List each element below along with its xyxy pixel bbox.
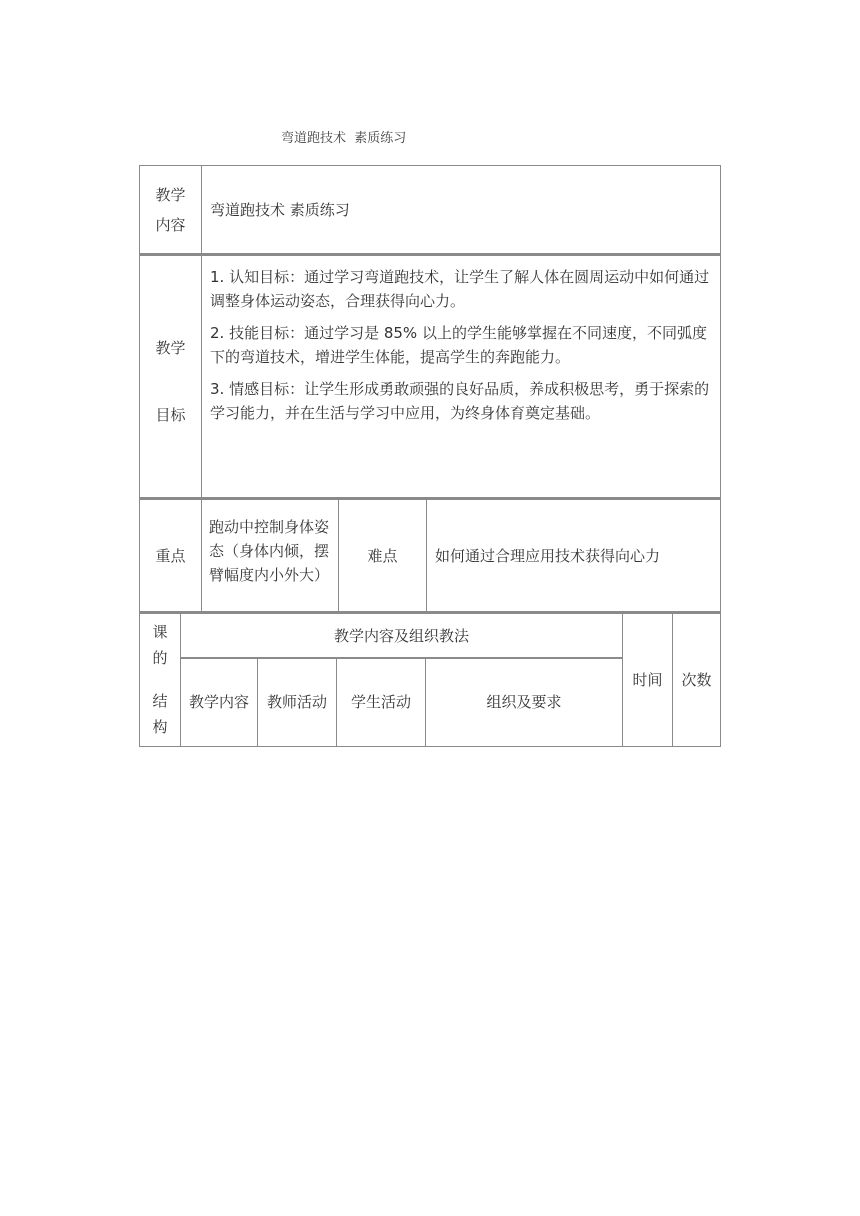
content-value-cell xyxy=(201,165,721,255)
col-count-cell xyxy=(672,612,721,747)
goals-value-cell xyxy=(201,254,721,499)
group-header-cell xyxy=(180,612,623,659)
structure-label-char-3: 结 xyxy=(152,692,168,711)
page-title: 弯道跑技术 素质练习 xyxy=(281,131,407,146)
difficulty-label: 难点 xyxy=(367,546,398,565)
goal-cognitive: 1. 认知目标：通过学习弯道跑技术，让学生了解人体在圆周运动中如何通过调整身体运动姿态，合理获得向心力。 xyxy=(210,268,710,310)
key-point-label-cell xyxy=(139,498,202,613)
goals-label-line-1: 教学 xyxy=(155,339,186,358)
group-header: 教学内容及组织教法 xyxy=(333,626,469,645)
col-count-header: 次数 xyxy=(681,670,712,689)
goal-affective: 3. 情感目标：让学生形成勇敢顽强的良好品质，养成积极思考，勇于探索的学习能力，并在生活与学习中应用，为终身体育奠定基础。 xyxy=(210,380,710,422)
structure-label-char-4: 构 xyxy=(152,718,168,737)
difficulty-value: 如何通过合理应用技术获得向心力 xyxy=(435,546,661,565)
col-time-header: 时间 xyxy=(632,670,663,689)
difficulty-label-cell xyxy=(338,498,427,613)
lesson-plan-table xyxy=(139,165,721,747)
structure-label-cell xyxy=(139,612,181,747)
content-value: 弯道跑技术 素质练习 xyxy=(210,201,350,219)
structure-label-char-1: 课 xyxy=(152,622,168,641)
col-time-cell xyxy=(622,612,673,747)
difficulty-value-cell xyxy=(426,498,721,613)
goals-label-cell xyxy=(139,254,202,499)
col-student-header: 学生活动 xyxy=(350,693,411,711)
col-content-header: 教学内容 xyxy=(188,693,249,711)
goals-label-line-2: 目标 xyxy=(155,405,186,424)
col-student-cell xyxy=(336,657,426,747)
content-label-line-2: 内容 xyxy=(155,216,186,234)
key-point-value: 跑动中控制身体姿态（身体内倾，摆臂幅度内小外大） xyxy=(209,518,330,584)
col-content-cell xyxy=(180,657,258,747)
content-label-cell xyxy=(139,165,202,255)
key-point-label: 重点 xyxy=(155,546,186,565)
col-teacher-header: 教师活动 xyxy=(266,693,327,711)
structure-label-char-2: 的 xyxy=(152,648,168,667)
goal-skill: 2. 技能目标：通过学习是 85% 以上的学生能够掌握在不同速度，不同弧度下的弯道技术，增进学生体能，提高学生的奔跑能力。 xyxy=(210,324,707,366)
col-org-header: 组织及要求 xyxy=(486,693,562,711)
key-point-value-cell xyxy=(201,498,339,613)
content-label-line-1: 教学 xyxy=(155,186,186,204)
col-teacher-cell xyxy=(257,657,337,747)
col-org-cell xyxy=(425,657,623,747)
